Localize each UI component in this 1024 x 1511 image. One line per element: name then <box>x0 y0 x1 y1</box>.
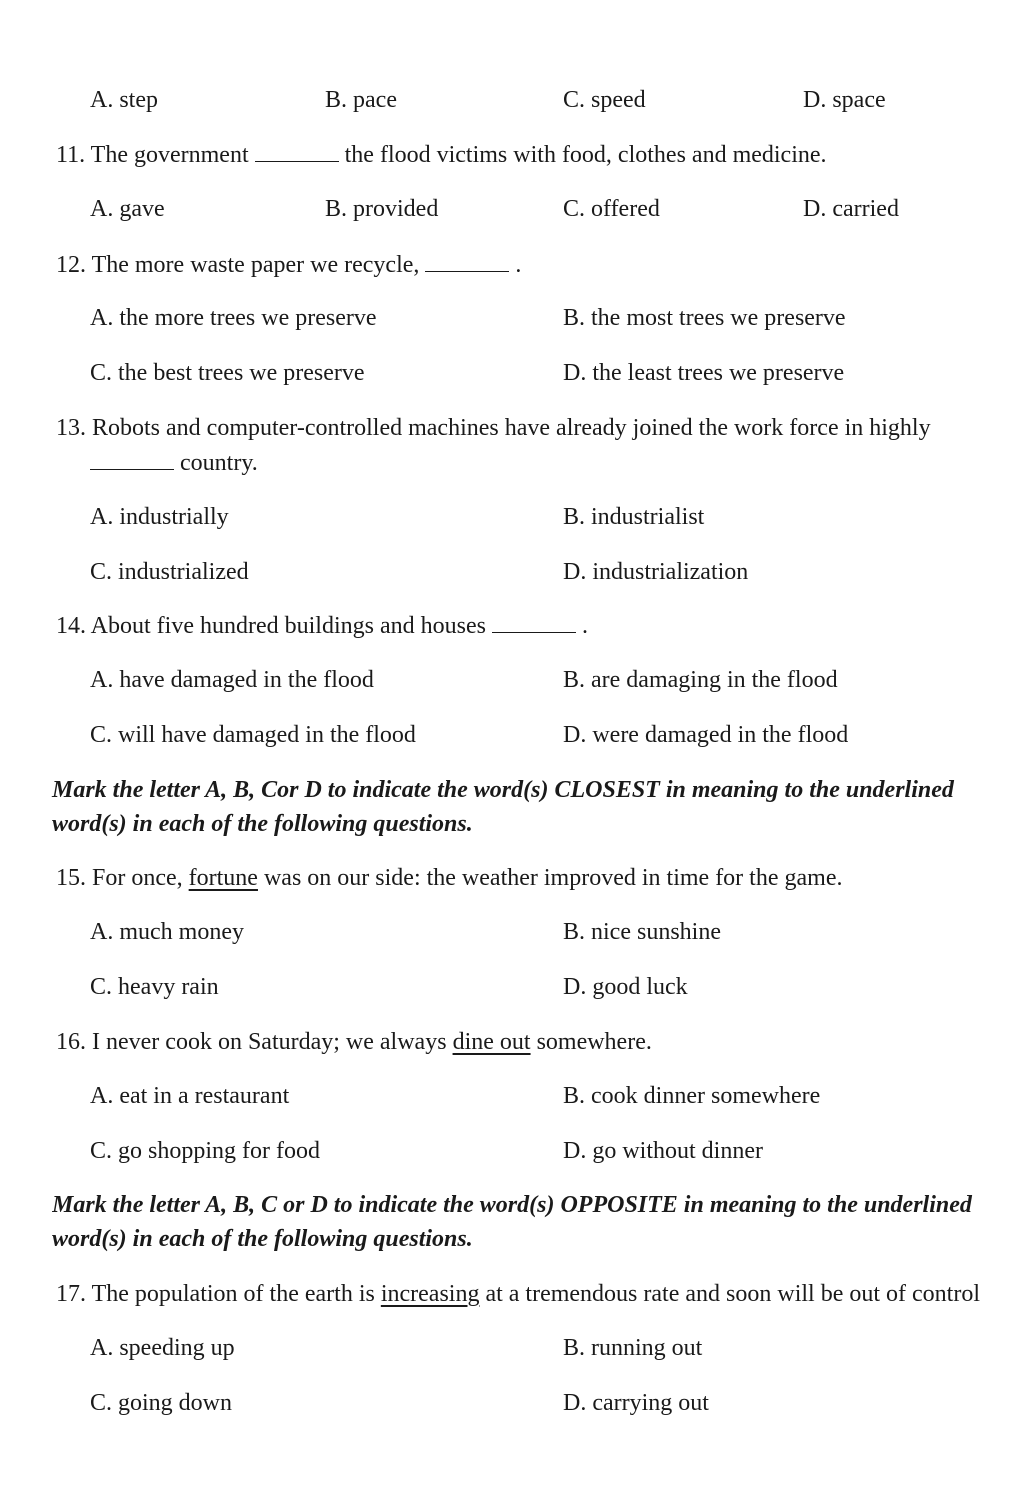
q15-option-b: B. nice sunshine <box>563 919 721 945</box>
q16-option-c: C. go shopping for food <box>90 1138 320 1164</box>
q17-stem-before: 17. The population of the earth is <box>56 1281 375 1307</box>
q16-option-b: B. cook dinner somewhere <box>563 1083 821 1109</box>
q12-stem-before: 12. The more waste paper we recycle, <box>56 252 420 278</box>
q11-option-a: A. gave <box>90 196 165 222</box>
q15-stem <box>56 861 842 895</box>
q13-stem-after: country. <box>180 450 258 476</box>
q15-option-a: A. much money <box>90 919 244 945</box>
instruction-closest-line2: word(s) in each of the following questions. <box>52 811 473 837</box>
q17-option-c: C. going down <box>90 1390 233 1416</box>
q10-option-c: C. speed <box>563 87 646 113</box>
q12-option-c: C. the best trees we preserve <box>90 360 365 386</box>
q12-option-b: B. the most trees we preserve <box>563 305 846 331</box>
q16-stem-after: somewhere. <box>536 1029 652 1055</box>
q12-option-d: D. the least trees we preserve <box>563 360 845 386</box>
instruction-opposite <box>52 1188 1024 1256</box>
q14-blank <box>492 612 576 633</box>
q17-option-a: A. speeding up <box>90 1335 235 1361</box>
q11-blank <box>255 141 339 162</box>
q12-stem-after: . <box>515 252 522 278</box>
q12-blank <box>425 251 509 272</box>
q11-option-c: C. offered <box>563 196 660 222</box>
instruction-closest <box>52 773 1024 841</box>
q12-stem <box>56 248 521 282</box>
q15-stem-after: was on our side: the weather improved in time for the game. <box>263 865 843 891</box>
q11-option-d: D. carried <box>803 196 899 222</box>
q10-option-a: A. step <box>90 87 158 113</box>
q13-option-c: C. industrialized <box>90 559 249 585</box>
q13-option-a: A. industrially <box>90 504 229 530</box>
q11-option-b: B. provided <box>325 196 439 222</box>
q16-stem-before: 16. I never cook on Saturday; we always <box>56 1029 447 1055</box>
q15-underlined-word: fortune <box>188 865 258 891</box>
q13-stem-line1: 13. Robots and computer-controlled machines have already joined the work force in highly <box>56 415 931 441</box>
q14-option-b: B. are damaging in the flood <box>563 667 838 693</box>
q11-stem <box>56 138 827 172</box>
instruction-closest-line1: Mark the letter A, B, Cor D to indicate the word(s) CLOSEST in meaning to the underlined <box>52 777 954 803</box>
q14-option-a: A. have damaged in the flood <box>90 667 374 693</box>
q14-stem-before: 14. About five hundred buildings and houses <box>56 613 486 639</box>
q16-underlined-word: dine out <box>452 1029 531 1055</box>
q16-option-a: A. eat in a restaurant <box>90 1083 290 1109</box>
instruction-opposite-line2: word(s) in each of the following questions. <box>52 1226 473 1252</box>
q11-stem-before: 11. The government <box>56 142 249 168</box>
q15-option-d: D. good luck <box>563 974 688 1000</box>
q11-stem-after: the flood victims with food, clothes and medicine. <box>344 142 827 168</box>
q13-option-b: B. industrialist <box>563 504 705 530</box>
q17-option-b: B. running out <box>563 1335 703 1361</box>
q13-blank <box>90 449 174 470</box>
q17-underlined-word: increasing <box>380 1281 480 1307</box>
q16-stem <box>56 1025 652 1059</box>
q13-stem-line2 <box>90 446 258 480</box>
q16-option-d: D. go without dinner <box>563 1138 763 1164</box>
q14-stem-after: . <box>581 613 588 639</box>
q12-option-a: A. the more trees we preserve <box>90 305 377 331</box>
q13-option-d: D. industrialization <box>563 559 749 585</box>
instruction-opposite-line1: Mark the letter A, B, C or D to indicate the word(s) OPPOSITE in meaning to the underlined <box>52 1192 972 1218</box>
q17-stem-after: at a tremendous rate and soon will be out of control <box>485 1281 980 1307</box>
q17-stem <box>56 1277 1024 1311</box>
q15-stem-before: 15. For once, <box>56 865 183 891</box>
q14-option-d: D. were damaged in the flood <box>563 722 849 748</box>
q10-option-b: B. pace <box>325 87 397 113</box>
q17-option-d: D. carrying out <box>563 1390 709 1416</box>
q14-option-c: C. will have damaged in the flood <box>90 722 416 748</box>
q14-stem <box>56 609 588 643</box>
q15-option-c: C. heavy rain <box>90 974 219 1000</box>
q10-option-d: D. space <box>803 87 886 113</box>
